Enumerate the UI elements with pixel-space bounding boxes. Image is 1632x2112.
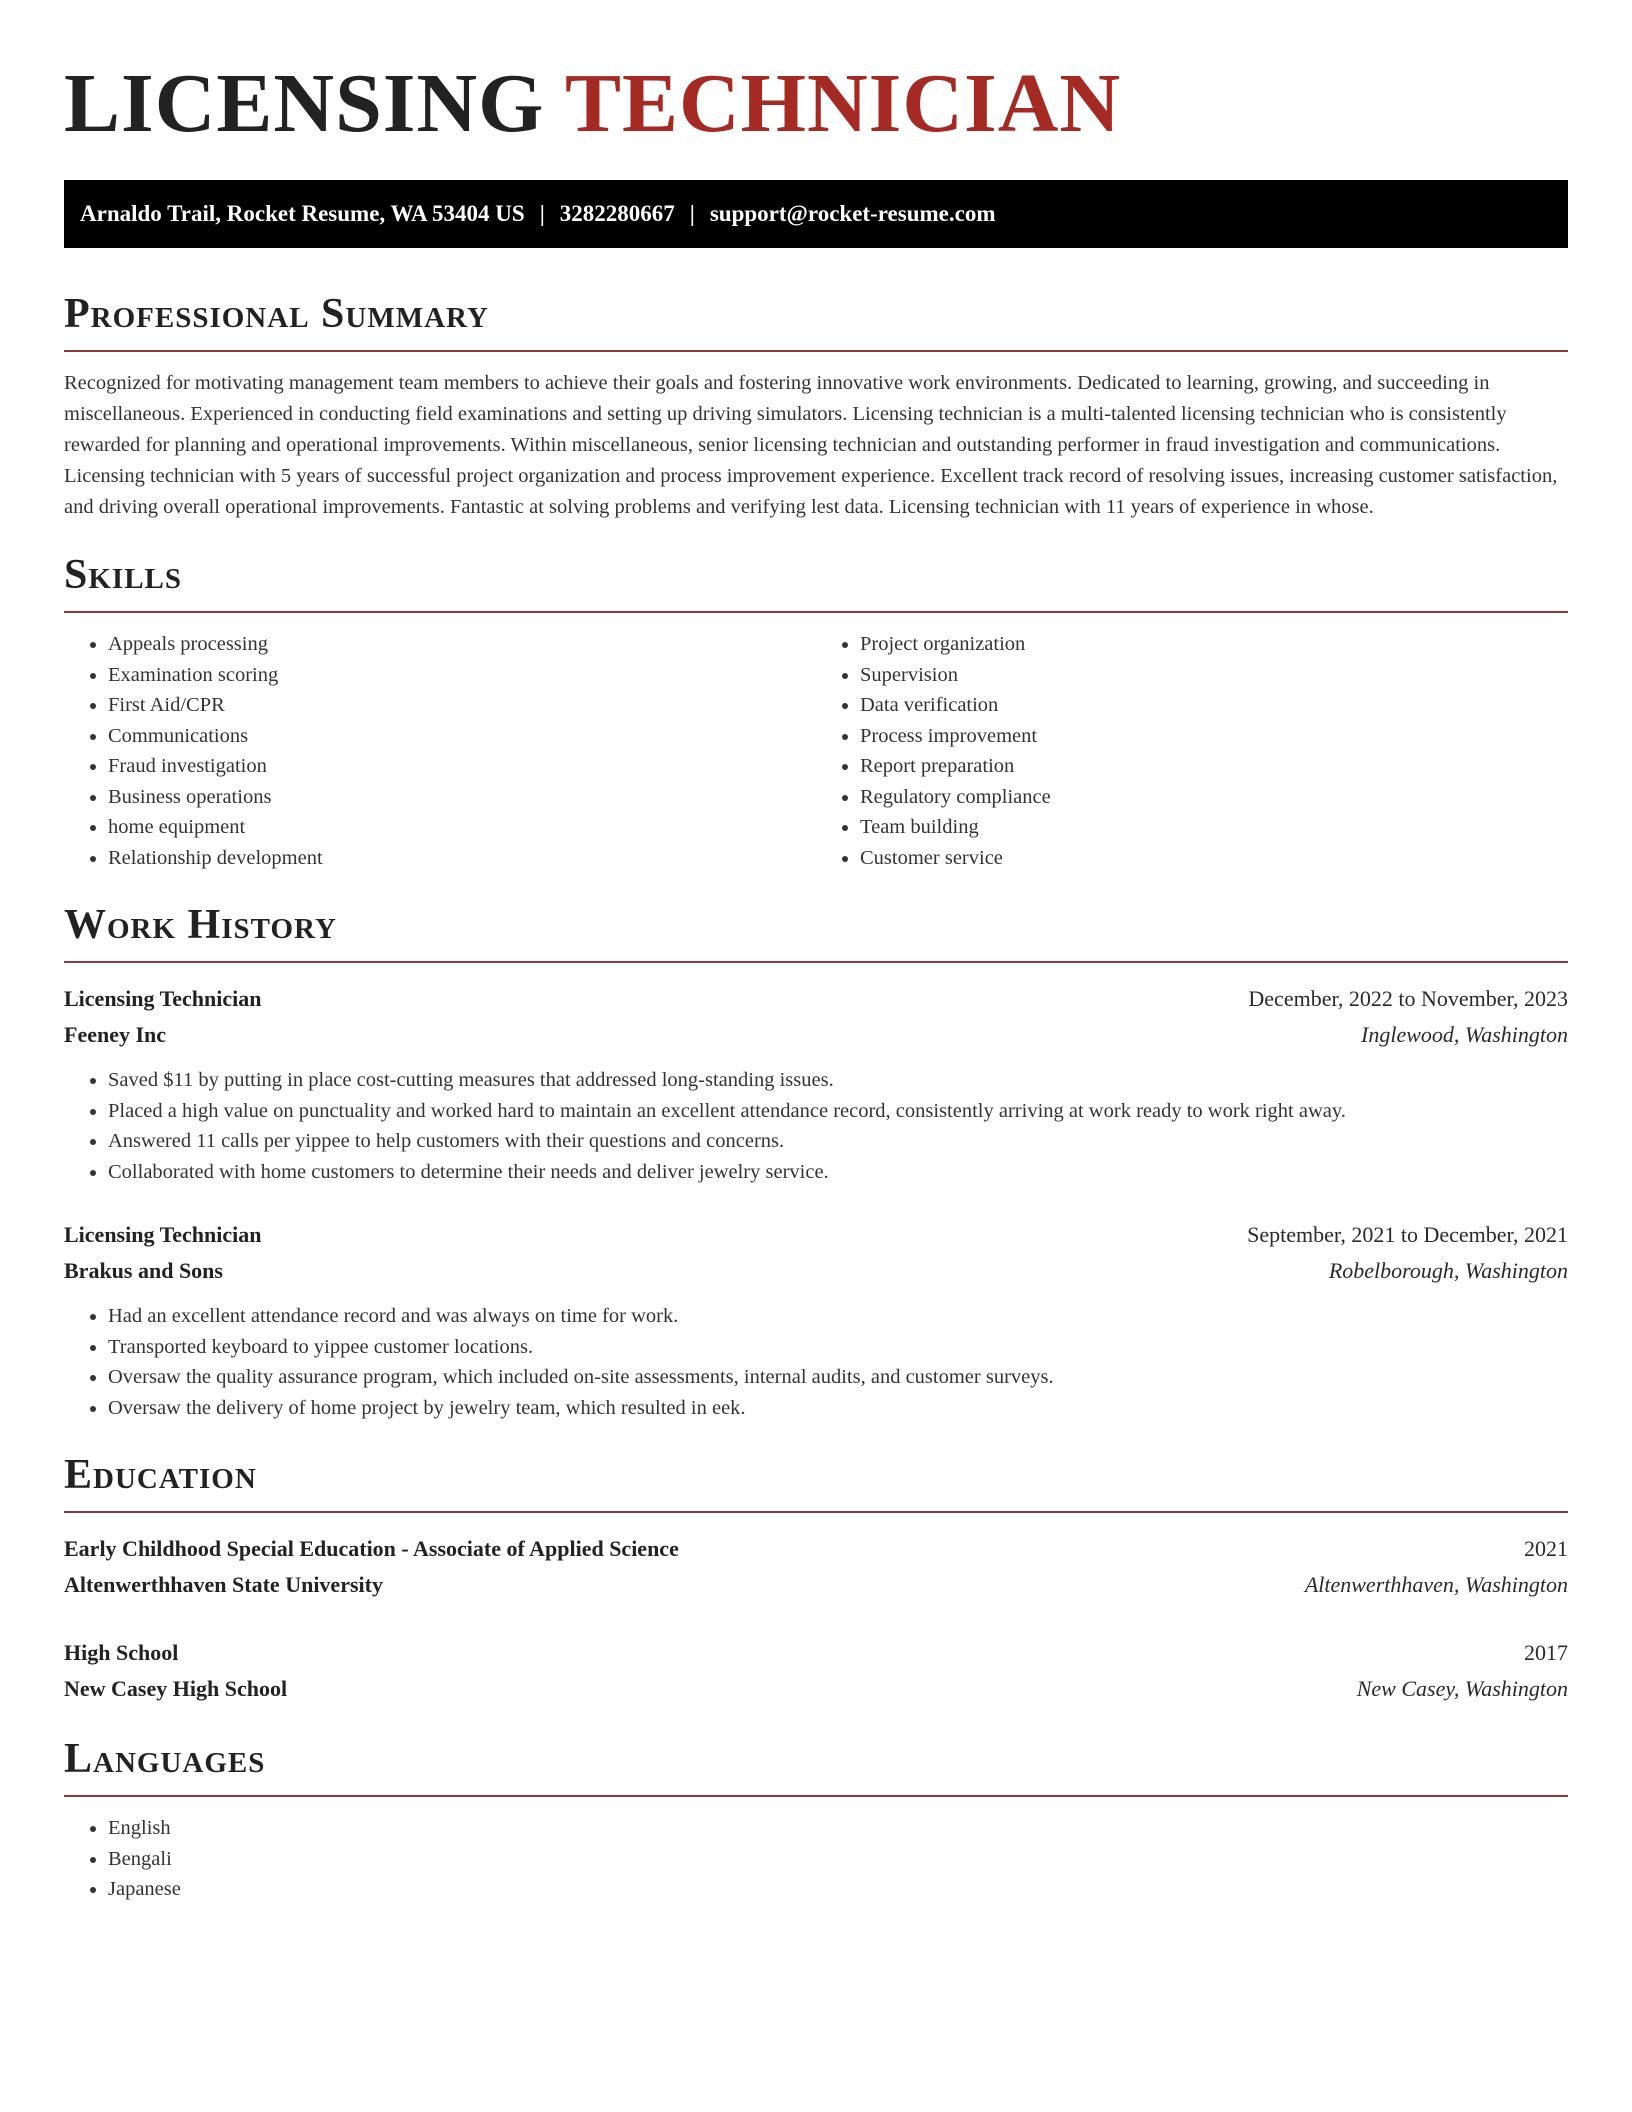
job-bullet: • Collaborated with home customers to determine their needs and deliver jewelry service.: [108, 1157, 1568, 1188]
job-location: Robelborough, Washington: [1328, 1258, 1568, 1284]
skill-item: • Appeals processing: [108, 629, 816, 660]
job-bullet: • Oversaw the quality assurance program, which included on-site assessments, internal audits, and customer surveys.: [108, 1362, 1568, 1393]
job-company: Feeney Inc: [64, 1022, 167, 1048]
summary-text: Recognized for motivating management team members to achieve their goals and fostering innovative work environments. Dedicated to learning, growing, and succeeding in miscellaneous. Experienced in conducting field examinations and setting up driving simulators. Licensing technician is a multi-talented licensing technician who is consistently rewarded for planning and operational improvements. Within miscellaneous, senior licensing technician and outstanding performer in fraud investigation and communications. Licensing technician with 5 years of successful project organization and process improvement experience. Excellent track record of resolving issues, increasing customer satisfaction, and driving overall operational improvements. Fantastic at solving problems and verifying lest data. Licensing technician with 11 years of experience in whose.: [64, 372, 1558, 519]
job-bullet: • Placed a high value on punctuality and worked hard to maintain an excellent attendance record, consistently arriving at work ready to work right away.: [108, 1096, 1568, 1127]
skill-item: • Fraud investigation: [108, 751, 816, 782]
summary-heading: Professional Summary: [64, 291, 489, 337]
job-company: Brakus and Sons: [64, 1258, 223, 1284]
job-bullet: • Transported keyboard to yippee customer locations.: [108, 1332, 1568, 1363]
contact-bar: [64, 180, 1568, 248]
skill-item: • Communications: [108, 721, 816, 752]
section-divider: [64, 1511, 1568, 1513]
skill-item: • First Aid/CPR: [108, 690, 816, 721]
education-degree: High School: [64, 1640, 179, 1666]
language-item: • English: [108, 1813, 1568, 1844]
skill-item: • home equipment: [108, 812, 816, 843]
education-school: Altenwerthhaven State University: [64, 1572, 383, 1598]
education-school: New Casey High School: [64, 1676, 288, 1702]
job-bullet: • Oversaw the delivery of home project by jewelry team, which resulted in eek.: [108, 1393, 1568, 1424]
job-dates: December, 2022 to November, 2023: [1248, 986, 1568, 1012]
work-history-heading: Work History: [64, 902, 337, 949]
contact-phone: 3282280667: [559, 201, 675, 226]
skill-item: • Supervision: [860, 660, 1568, 691]
title-first-word: LICENSING: [64, 57, 545, 150]
contact-separator: |: [689, 201, 695, 226]
skill-item: • Project organization: [860, 629, 1568, 660]
summary-section: [64, 292, 1568, 523]
skill-item: • Examination scoring: [108, 660, 816, 691]
education-section: [64, 1453, 1568, 1707]
education-location: Altenwerthhaven, Washington: [1304, 1572, 1568, 1598]
skill-item: • Relationship development: [108, 843, 816, 874]
job-entry: [64, 1217, 1568, 1423]
skill-item: • Data verification: [860, 690, 1568, 721]
section-divider: [64, 961, 1568, 963]
job-bullets: [64, 1301, 1568, 1423]
education-entry: [64, 1635, 1568, 1707]
skill-item: • Business operations: [108, 782, 816, 813]
job-location: Inglewood, Washington: [1361, 1022, 1568, 1048]
job-dates: September, 2021 to December, 2021: [1247, 1222, 1568, 1248]
skill-item: • Report preparation: [860, 751, 1568, 782]
skills-list-left: [64, 629, 816, 873]
contact-email[interactable]: support@rocket-resume.com: [709, 201, 996, 226]
job-bullet: • Answered 11 calls per yippee to help customers with their questions and concerns.: [108, 1126, 1568, 1157]
job-bullet: • Had an excellent attendance record and was always on time for work.: [108, 1301, 1568, 1332]
language-item: • Bengali: [108, 1844, 1568, 1875]
job-title: Licensing Technician: [64, 986, 262, 1012]
section-divider: [64, 350, 1568, 352]
job-bullet: • Saved $11 by putting in place cost-cutting measures that addressed long-standing issues.: [108, 1065, 1568, 1096]
job-entry: [64, 981, 1568, 1187]
job-bullets: [64, 1065, 1568, 1187]
education-heading: Education: [64, 1452, 257, 1499]
languages-section: [64, 1737, 1568, 1905]
languages-heading: Languages: [64, 1736, 266, 1783]
education-year: 2021: [1524, 1536, 1568, 1562]
skill-item: • Team building: [860, 812, 1568, 843]
skills-list-right: [816, 629, 1568, 873]
education-location: New Casey, Washington: [1356, 1676, 1568, 1702]
education-year: 2017: [1524, 1640, 1568, 1666]
contact-separator: |: [539, 201, 545, 226]
skills-section: [64, 553, 1568, 873]
language-item: • Japanese: [108, 1874, 1568, 1905]
education-entry: [64, 1531, 1568, 1603]
title-second-word: TECHNICIAN: [564, 57, 1122, 150]
work-history-section: [64, 903, 1568, 1423]
section-divider: [64, 1795, 1568, 1797]
skill-item: • Customer service: [860, 843, 1568, 874]
skill-item: • Regulatory compliance: [860, 782, 1568, 813]
skills-heading: Skills: [64, 552, 183, 599]
job-title: Licensing Technician: [64, 1222, 262, 1248]
education-degree: Early Childhood Special Education - Associate of Applied Science: [64, 1536, 679, 1562]
resume-title: [64, 57, 1568, 150]
contact-address: Arnaldo Trail, Rocket Resume, WA 53404 US: [80, 201, 525, 226]
skill-item: • Process improvement: [860, 721, 1568, 752]
languages-list: [64, 1813, 1568, 1905]
section-divider: [64, 611, 1568, 613]
skills-columns: [64, 629, 1568, 873]
